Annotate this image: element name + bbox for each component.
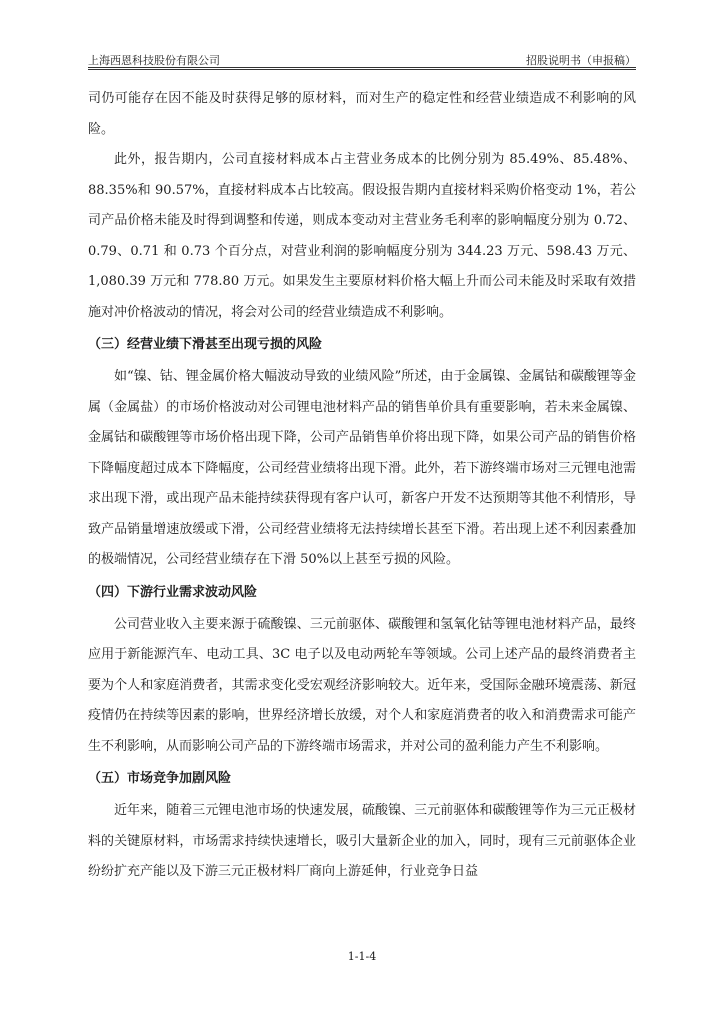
section-heading-5: （五）市场竞争加剧风险: [88, 771, 232, 786]
page-header: [88, 48, 636, 68]
paragraph-demand-risk: 公司营业收入主要来源于硫酸镍、三元前驱体、碳酸锂和氢氧化钴等锂电池材料产品，最终应用于新能源汽车、电动工具、3C 电子以及电动两轮车等领域。公司上述产品的最终消费者主要为个人和家庭消费者，其需求变化受宏观经济影响较大。近年来，受国际金融环境震荡、新冠疫情仍在持续等因素的影响，世界经济增长放缓，对个人和家庭消费者的收入和消费需求可能产生不利影响，从而影响公司产品的下游终端市场需求，并对公司的盈利能力产生不利影响。: [88, 616, 636, 754]
header-company: 上海西恩科技股份有限公司: [88, 54, 220, 67]
header-rule: [88, 67, 636, 68]
header-rule-thin: [88, 69, 636, 70]
paragraph-performance-risk: 如“镍、钴、锂金属价格大幅波动导致的业绩风险”所述，由于金属镍、金属钴和碳酸锂等金属（金属盐）的市场价格波动对公司锂电池材料产品的销售单价具有重要影响，若未来金属镍、金属钴和碳酸锂等市场价格出现下降，公司产品销售单价将出现下降，如果公司产品的销售价格下降幅度超过成本下降幅度，公司经营业绩将出现下滑。此外，若下游终端市场对三元锂电池需求出现下滑，或出现产品未能持续获得现有客户认可，新客户开发不达预期等其他不利情形，导致产品销量增速放缓或下滑，公司经营业绩将无法持续增长甚至下滑。若出现上述不利因素叠加的极端情况，公司经营业绩存在下滑 50%以上甚至亏损的风险。: [88, 369, 636, 567]
paragraph-continued: 司仍可能存在因不能及时获得足够的原材料，而对生产的稳定性和经营业绩造成不利影响的风险。: [88, 91, 636, 137]
paragraph-competition-risk: 近年来，随着三元锂电池市场的快速发展，硫酸镍、三元前驱体和碳酸锂等作为三元正极材料的关键原材料，市场需求持续快速增长，吸引大量新企业的加入，同时，现有三元前驱体企业纷纷扩充产能以及下游三元正极材料厂商向上游延伸，行业竞争日益: [88, 803, 636, 879]
section-heading-4: （四）下游行业需求波动风险: [88, 584, 258, 600]
document-body: [88, 84, 636, 888]
header-doc-title: 招股说明书（申报稿）: [526, 54, 636, 67]
page-number: 1-1-4: [347, 950, 377, 963]
section-heading-3: （三）经营业绩下滑甚至出现亏损的风险: [88, 337, 323, 352]
paragraph-material-cost: 此外，报告期内，公司直接材料成本占主营业务成本的比例分别为 85.49%、85.48%、88.35%和 90.57%，直接材料成本占比较高。假设报告期内直接材料采购价格变动 1%，若公司产品价格未能及时得到调整和传递，则成本变动对主营业务毛利率的影响幅度分别为 0.72、0.79、0.71 和 0.73 个百分点，对营业利润的影响幅度分别为 344.23 万元、598.43 万元、1,080.39 万元和 778.80 万元。如果发生主要原材料价格大幅上升而公司未能及时采取有效措施对冲价格波动的情况，将会对公司的经营业绩造成不利影响。: [88, 152, 636, 320]
